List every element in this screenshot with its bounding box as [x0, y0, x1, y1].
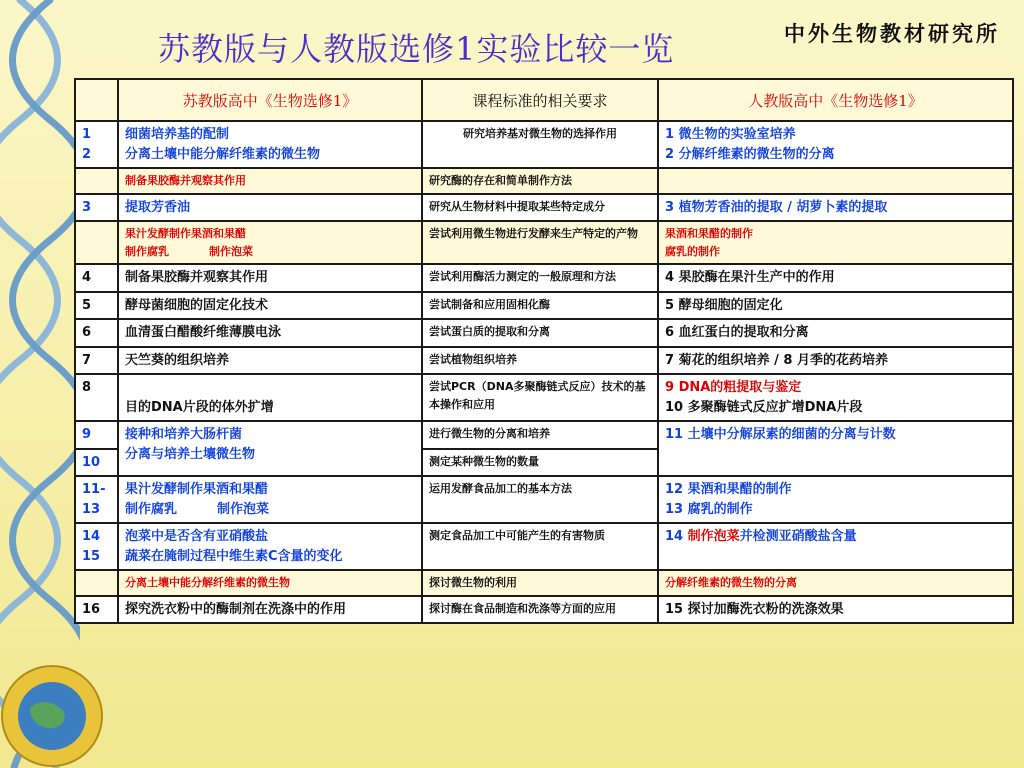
index-number: 13	[82, 501, 101, 517]
standard-cell: 尝试利用微生物进行发酵来生产特定的产物	[422, 221, 658, 264]
renjiao-cell	[658, 374, 1013, 421]
table-row	[75, 347, 1013, 375]
index-number: 15	[82, 548, 101, 564]
row-index: 6	[75, 319, 118, 347]
renjiao-cell: 11 土壤中分解尿素的细菌的分离与计数	[658, 421, 1013, 476]
renjiao-cell: 7 菊花的组织培养 / 8 月季的花药培养	[658, 347, 1013, 375]
row-index: 5	[75, 292, 118, 320]
sujiao-cell	[118, 121, 422, 168]
page-title: 苏教版与人教版选修1实验比较一览	[158, 30, 675, 68]
renjiao-cell	[658, 221, 1013, 264]
standard-cell: 尝试制备和应用固相化酶	[422, 292, 658, 320]
table-row	[75, 374, 1013, 421]
standard-cell: 研究酶的存在和简单制作方法	[422, 168, 658, 194]
experiment-name: 泡菜中是否含有亚硝酸盐	[125, 529, 269, 545]
experiment-name: 12 果酒和果醋的制作	[665, 482, 792, 498]
renjiao-cell: 5 酵母细胞的固定化	[658, 292, 1013, 320]
organization-name: 中外生物教材研究所	[784, 22, 1000, 46]
sujiao-cell: 探究洗衣粉中的酶制剂在洗涤中的作用	[118, 596, 422, 624]
sujiao-cell	[118, 221, 422, 264]
experiment-name: 制作泡菜	[209, 244, 253, 258]
row-index	[75, 168, 118, 194]
renjiao-cell: 3 植物芳香油的提取 / 胡萝卜素的提取	[658, 194, 1013, 222]
globe-emblem-icon	[0, 658, 110, 768]
row-index	[75, 121, 118, 168]
table-row	[75, 319, 1013, 347]
experiment-name: 果汁发酵制作果酒和果醋	[125, 482, 269, 498]
row-index	[75, 523, 118, 570]
index-number: 11-	[82, 482, 106, 498]
row-index	[75, 570, 118, 596]
experiment-number: 14	[665, 529, 688, 545]
renjiao-cell	[658, 476, 1013, 523]
experiment-name: 腐乳的制作	[665, 244, 720, 258]
table-row	[75, 292, 1013, 320]
standard-cell: 测定食品加工中可能产生的有害物质	[422, 523, 658, 570]
experiment-name: 13 腐乳的制作	[665, 501, 753, 517]
sujiao-cell: 酵母菌细胞的固定化技术	[118, 292, 422, 320]
row-index	[75, 476, 118, 523]
table-row	[75, 570, 1013, 596]
experiment-name: 并检测亚硝酸盐含量	[739, 529, 857, 545]
renjiao-cell: 分解纤维素的微生物的分离	[658, 570, 1013, 596]
index-number: 2	[82, 146, 92, 162]
dna-helix-decoration	[0, 0, 80, 768]
index-number: 14	[82, 529, 101, 545]
sujiao-cell: 制备果胶酶并观察其作用	[118, 264, 422, 292]
experiment-name: 分离与培养土壤微生物	[125, 446, 256, 462]
row-index: 9	[75, 421, 118, 449]
sujiao-cell: 提取芳香油	[118, 194, 422, 222]
table-row	[75, 596, 1013, 624]
renjiao-cell	[658, 523, 1013, 570]
experiment-name: 细菌培养基的配制	[125, 127, 230, 142]
sujiao-cell	[118, 476, 422, 523]
sujiao-cell	[118, 421, 422, 476]
standard-cell: 尝试利用酶活力测定的一般原理和方法	[422, 264, 658, 292]
standard-cell: 尝试PCR（DNA多聚酶链式反应）技术的基本操作和应用	[422, 374, 658, 421]
row-index	[75, 221, 118, 264]
table-row	[75, 221, 1013, 264]
standard-cell: 进行微生物的分离和培养	[422, 421, 658, 449]
renjiao-cell: 15 探讨加酶洗衣粉的洗涤效果	[658, 596, 1013, 624]
renjiao-cell: 4 果胶酶在果汁生产中的作用	[658, 264, 1013, 292]
standard-cell: 研究培养基对微生物的选择作用	[422, 121, 658, 168]
row-index: 4	[75, 264, 118, 292]
standard-cell: 探讨酶在食品制造和洗涤等方面的应用	[422, 596, 658, 624]
sujiao-cell	[118, 523, 422, 570]
experiment-name: 1 微生物的实验室培养	[665, 127, 796, 142]
table-row	[75, 168, 1013, 194]
sujiao-cell: 制备果胶酶并观察其作用	[118, 168, 422, 194]
experiment-name: 蔬菜在腌制过程中维生素C含量的变化	[125, 548, 343, 564]
renjiao-cell: 6 血红蛋白的提取和分离	[658, 319, 1013, 347]
sujiao-cell: 分离土壤中能分解纤维素的微生物	[118, 570, 422, 596]
table-row	[75, 121, 1013, 168]
experiment-name: 2 分解纤维素的微生物的分离	[665, 146, 835, 162]
row-index: 3	[75, 194, 118, 222]
table-row	[75, 194, 1013, 222]
experiment-name: 10 多聚酶链式反应扩增DNA片段	[665, 399, 863, 415]
table-header-row	[75, 79, 1013, 121]
table-row	[75, 523, 1013, 570]
renjiao-cell	[658, 121, 1013, 168]
experiment-name: 9 DNA的粗提取与鉴定	[665, 380, 802, 396]
experiment-name: 果汁发酵制作果酒和果醋	[125, 227, 246, 241]
index-number: 1	[82, 127, 92, 142]
table-row	[75, 264, 1013, 292]
sujiao-cell: 天竺葵的组织培养	[118, 347, 422, 375]
header-standard: 课程标准的相关要求	[422, 79, 658, 121]
row-index: 7	[75, 347, 118, 375]
standard-cell: 尝试蛋白质的提取和分离	[422, 319, 658, 347]
experiment-name: 接种和培养大肠杆菌	[125, 427, 243, 443]
table-row	[75, 421, 1013, 449]
experiment-name: 制作腐乳	[125, 501, 178, 517]
sujiao-cell: 目的DNA片段的体外扩增	[118, 374, 422, 421]
experiment-name: 制作腐乳	[125, 244, 169, 258]
standard-cell: 研究从生物材料中提取某些特定成分	[422, 194, 658, 222]
standard-cell: 尝试植物组织培养	[422, 347, 658, 375]
standard-cell: 探讨微生物的利用	[422, 570, 658, 596]
header-sujiao: 苏教版高中《生物选修1》	[118, 79, 422, 121]
sujiao-cell: 血清蛋白醋酸纤维薄膜电泳	[118, 319, 422, 347]
renjiao-cell	[658, 168, 1013, 194]
row-index: 16	[75, 596, 118, 624]
header-index	[75, 79, 118, 121]
row-index: 8	[75, 374, 118, 421]
experiment-name: 果酒和果醋的制作	[665, 227, 753, 241]
comparison-table	[74, 78, 1014, 624]
table-row	[75, 476, 1013, 523]
row-index: 10	[75, 449, 118, 477]
experiment-name: 分离土壤中能分解纤维素的微生物	[125, 146, 321, 162]
experiment-name: 制作泡菜	[217, 501, 270, 517]
standard-cell: 运用发酵食品加工的基本方法	[422, 476, 658, 523]
experiment-name-highlight: 制作泡菜	[687, 529, 740, 545]
header-renjiao: 人教版高中《生物选修1》	[658, 79, 1013, 121]
standard-cell: 测定某种微生物的数量	[422, 449, 658, 477]
